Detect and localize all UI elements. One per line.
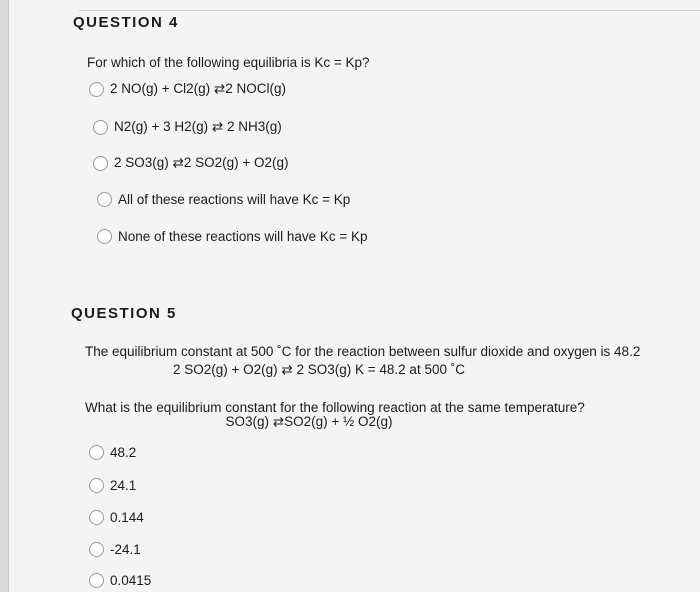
- q5-option-2[interactable]: [89, 478, 136, 493]
- radio-button[interactable]: [89, 573, 104, 588]
- q4-option-1[interactable]: [89, 81, 286, 97]
- q5-option-2-label: 24.1: [110, 478, 137, 493]
- q4-option-4[interactable]: [97, 192, 350, 207]
- q5-option-4-label: -24.1: [110, 542, 141, 557]
- question-5-heading: QUESTION 5: [71, 305, 177, 322]
- question-5-question: What is the equilibrium constant for the following reaction at the same temperature?: [85, 400, 585, 415]
- q4-option-2[interactable]: [93, 119, 282, 135]
- q4-option-2-label: N2(g) + 3 H2(g) ⇄ 2 NH3(g): [114, 119, 282, 134]
- q5-option-5[interactable]: [89, 573, 151, 588]
- q4-option-4-label: All of these reactions will have Kc = Kp: [118, 192, 351, 207]
- q4-option-5[interactable]: [97, 229, 368, 244]
- question-5-panel: [8, 296, 700, 592]
- radio-button[interactable]: [89, 510, 104, 525]
- q4-option-5-label: None of these reactions will have Kc = Kp: [118, 229, 368, 244]
- q4-option-3-label: 2 SO3(g) ⇄2 SO2(g) + O2(g): [114, 155, 289, 170]
- question-4-panel: [8, 0, 700, 297]
- q4-option-3[interactable]: [93, 155, 289, 171]
- radio-button[interactable]: [93, 120, 108, 135]
- radio-button[interactable]: [97, 192, 112, 207]
- q5-option-1[interactable]: [89, 445, 136, 460]
- q4-option-1-label: 2 NO(g) + Cl2(g) ⇄2 NOCl(g): [110, 81, 286, 96]
- question-4-heading: QUESTION 4: [73, 14, 179, 31]
- radio-button[interactable]: [89, 542, 104, 557]
- question-5-reaction: SO3(g) ⇄SO2(g) + ½ O2(g): [225, 414, 393, 429]
- radio-button[interactable]: [89, 445, 104, 460]
- q5-option-4[interactable]: [89, 542, 141, 557]
- radio-button[interactable]: [89, 82, 104, 97]
- question-5-equation: 2 SO2(g) + O2(g) ⇄ 2 SO3(g) K = 48.2 at 500 ˚C: [173, 362, 465, 377]
- question-4-prompt: For which of the following equilibria is Kc = Kp?: [87, 55, 370, 70]
- divider: [79, 10, 700, 11]
- q5-option-5-label: 0.0415: [110, 573, 152, 588]
- radio-button[interactable]: [89, 478, 104, 493]
- radio-button[interactable]: [93, 156, 108, 171]
- question-5-intro: The equilibrium constant at 500 ˚C for the reaction between sulfur dioxide and oxygen is 48.2: [85, 344, 641, 359]
- q5-option-3-label: 0.144: [110, 510, 144, 525]
- q5-option-1-label: 48.2: [110, 445, 137, 460]
- radio-button[interactable]: [97, 229, 112, 244]
- q5-option-3[interactable]: [89, 510, 144, 525]
